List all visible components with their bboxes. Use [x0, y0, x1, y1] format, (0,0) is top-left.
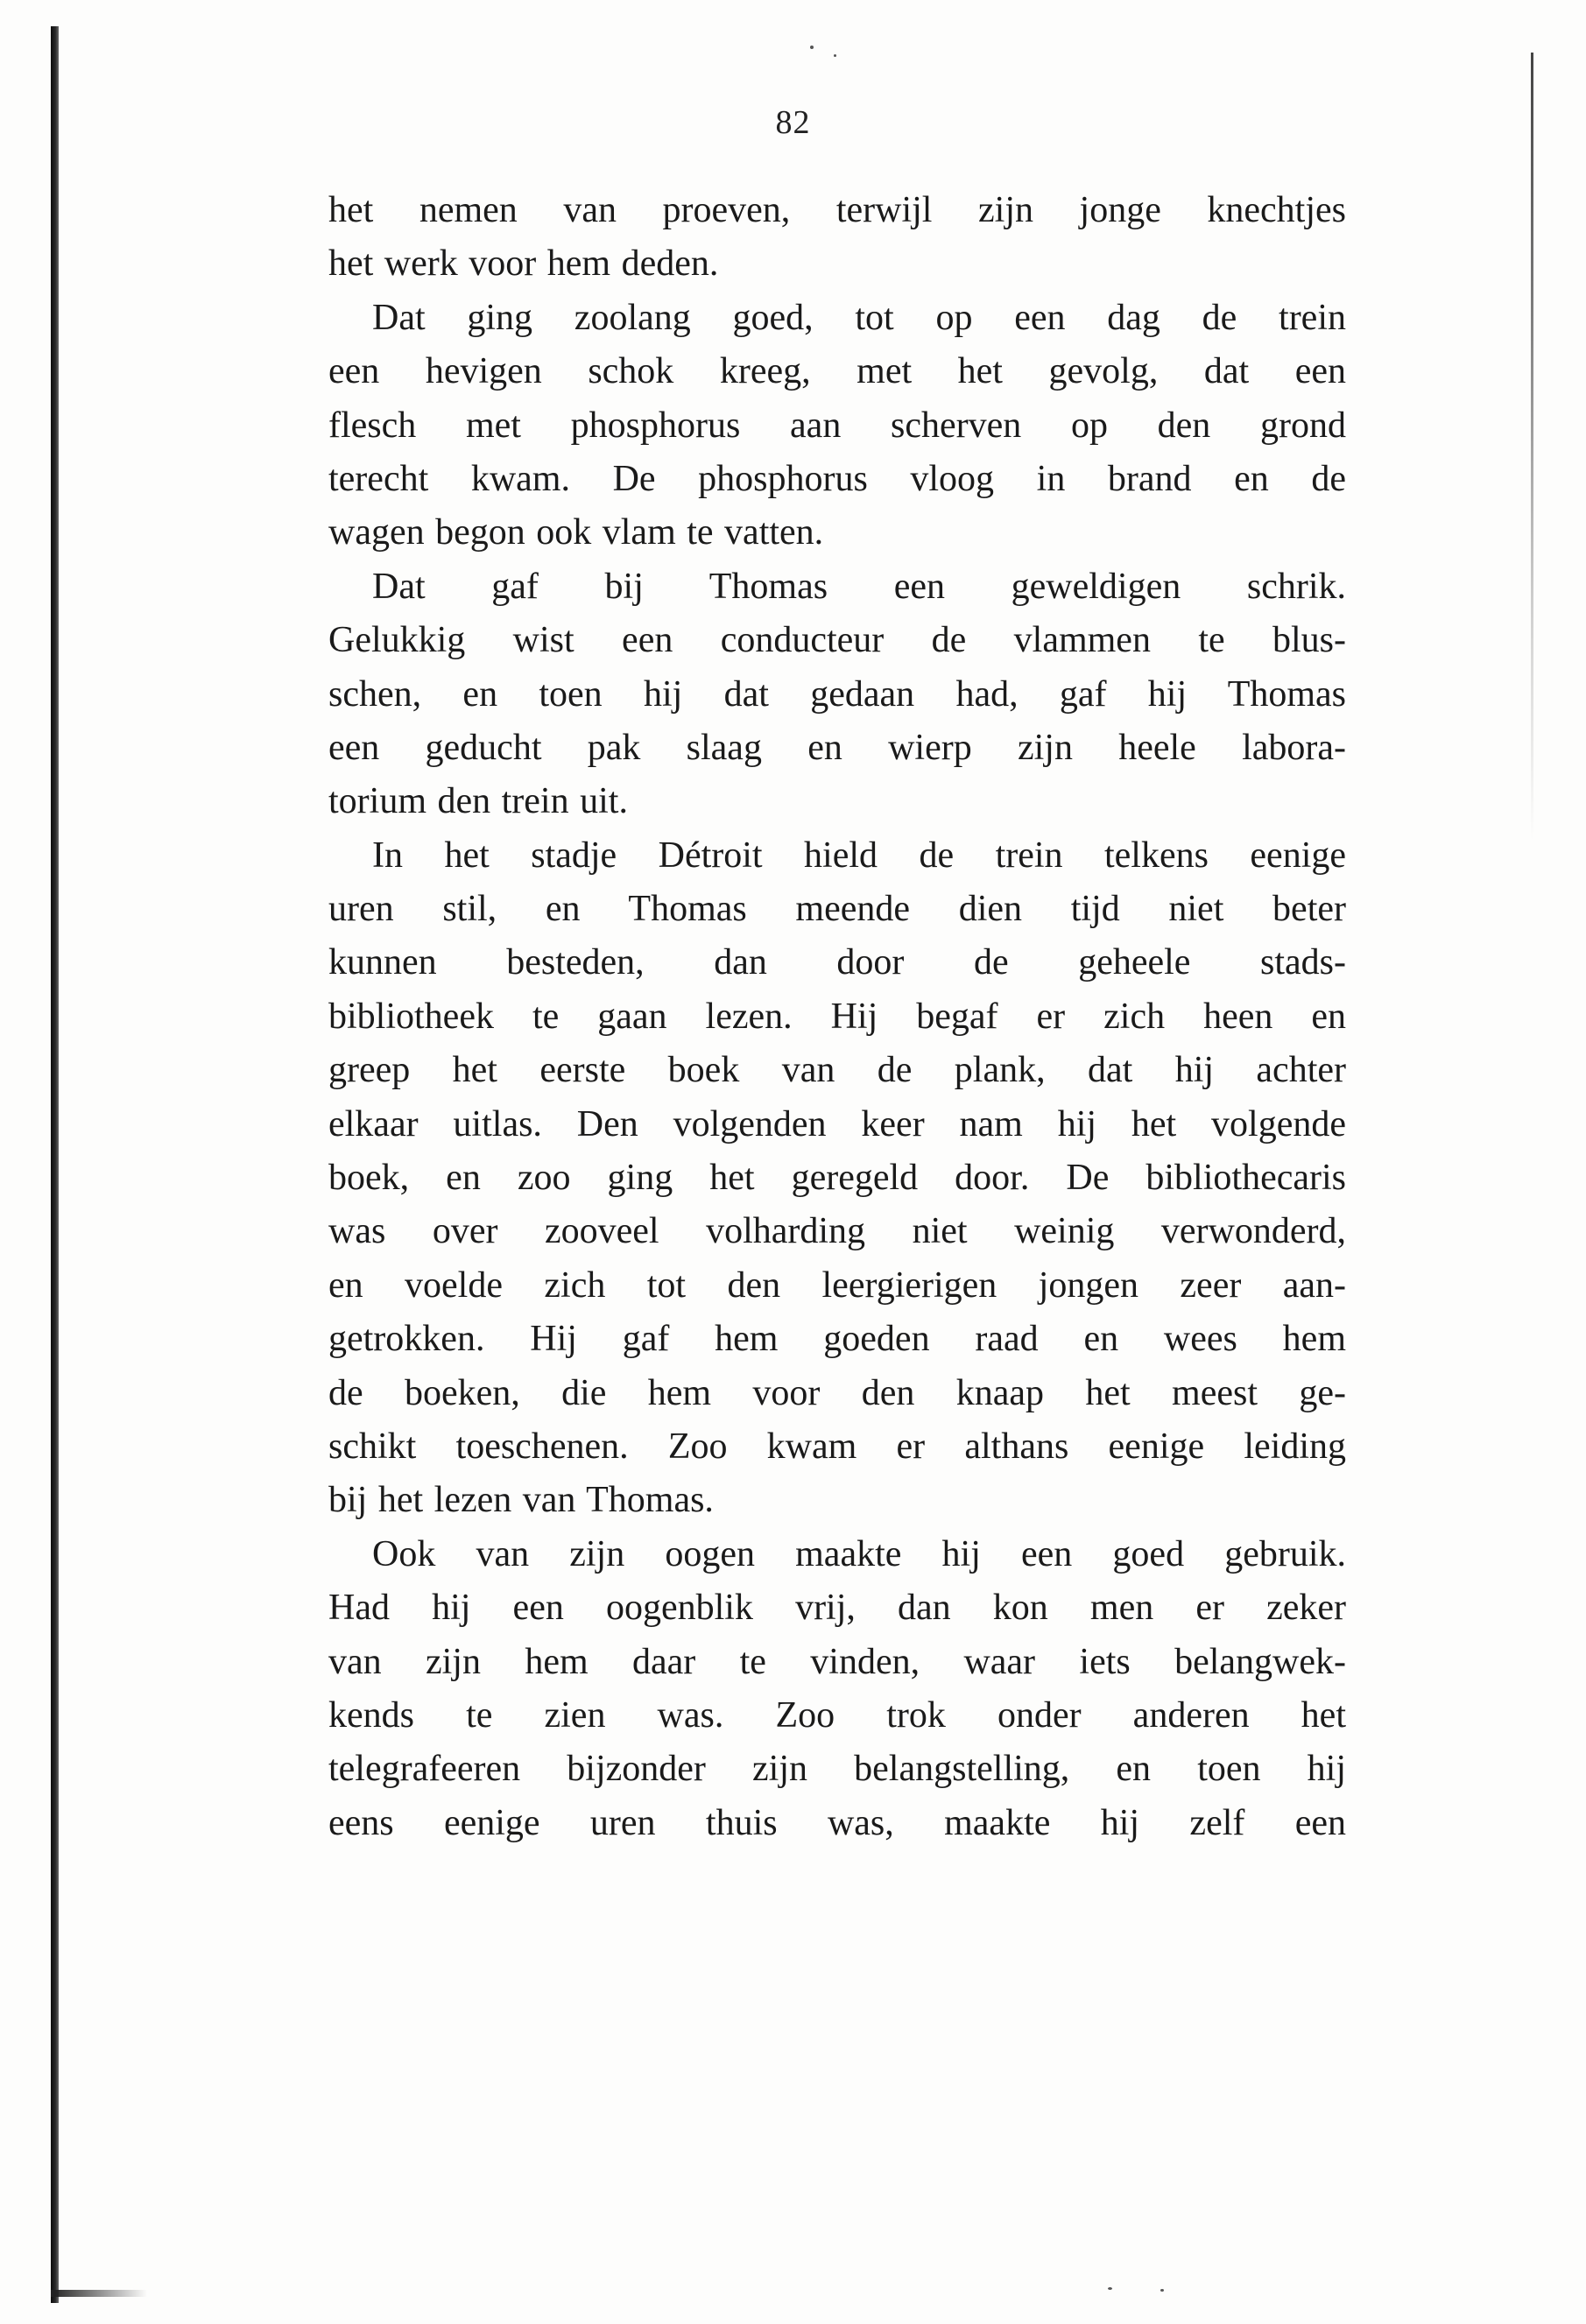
text-line: torium den trein uit. [328, 781, 628, 822]
text-line: bij het lezen van Thomas. [328, 1480, 714, 1521]
scan-speck [1108, 2287, 1112, 2290]
text-line: elkaar uitlas. Den volgenden keer nam hij het volgende [328, 1103, 1346, 1144]
text-line: schikt toeschenen. Zoo kwam er althans eenige leiding [328, 1426, 1346, 1467]
text-line: Dat ging zoolang goed, tot op een dag de trein [372, 297, 1346, 338]
text-line: In het stadje Détroit hield de trein telkens eenige [372, 835, 1346, 876]
text-line: was over zooveel volharding niet weinig verwonderd, [328, 1211, 1346, 1252]
text-line: het werk voor hem deden. [328, 243, 719, 285]
text-line: wagen begon ook vlam te vatten. [328, 512, 824, 553]
text-line: terecht kwam. De phosphorus vloog in brand en de [328, 458, 1346, 499]
scan-speck [1160, 2289, 1164, 2292]
text-line: Gelukkig wist een conducteur de vlammen te blus- [328, 620, 1346, 661]
binding-edge-shadow [51, 26, 59, 2303]
scan-speck [834, 54, 836, 57]
text-line: eens eenige uren thuis was, maakte hij zelf een [328, 1802, 1346, 1843]
text-line: uren stil, en Thomas meende dien tijd niet beter [328, 889, 1346, 930]
text-line: Ook van zijn oogen maakte hij een goed gebruik. [372, 1533, 1346, 1574]
page-number: 82 [775, 104, 811, 141]
text-line: kunnen besteden, dan door de geheele stads- [328, 942, 1346, 983]
text-line: schen, en toen hij dat gedaan had, gaf hij Thomas [328, 673, 1346, 715]
text-line: kends te zien was. Zoo trok onder anderen het [328, 1694, 1346, 1736]
text-line: de boeken, die hem voor den knaap het meest ge- [328, 1372, 1346, 1413]
text-line: getrokken. Hij gaf hem goeden raad en wees hem [328, 1319, 1346, 1360]
text-line: het nemen van proeven, terwijl zijn jonge knechtjes [328, 190, 1346, 230]
scan-speck [810, 46, 814, 49]
page-edge-shadow [1531, 53, 1533, 841]
body-text [328, 184, 1346, 1850]
text-line: en voelde zich tot den leergierigen jongen zeer aan- [328, 1264, 1346, 1306]
text-line: telegrafeeren bijzonder zijn belangstelling, en toen hij [328, 1749, 1346, 1790]
text-line: van zijn hem daar te vinden, waar iets belangwek- [328, 1641, 1346, 1682]
text-line: een hevigen schok kreeg, met het gevolg, dat een [328, 351, 1346, 392]
text-line: Had hij een oogenblik vrij, dan kon men er zeker [328, 1588, 1346, 1629]
text-line: greep het eerste boek van de plank, dat hij achter [328, 1050, 1346, 1091]
text-line: boek, en zoo ging het geregeld door. De bibliothecaris [328, 1158, 1346, 1199]
text-line: Dat gaf bij Thomas een geweldigen schrik. [372, 566, 1346, 607]
text-line: flesch met phosphorus aan scherven op den grond [328, 405, 1346, 446]
binding-foot-shadow [51, 2290, 147, 2297]
text-line: bibliotheek te gaan lezen. Hij begaf er zich heen en [328, 996, 1346, 1037]
text-line: een geducht pak slaag en wierp zijn heele labora- [328, 727, 1346, 768]
